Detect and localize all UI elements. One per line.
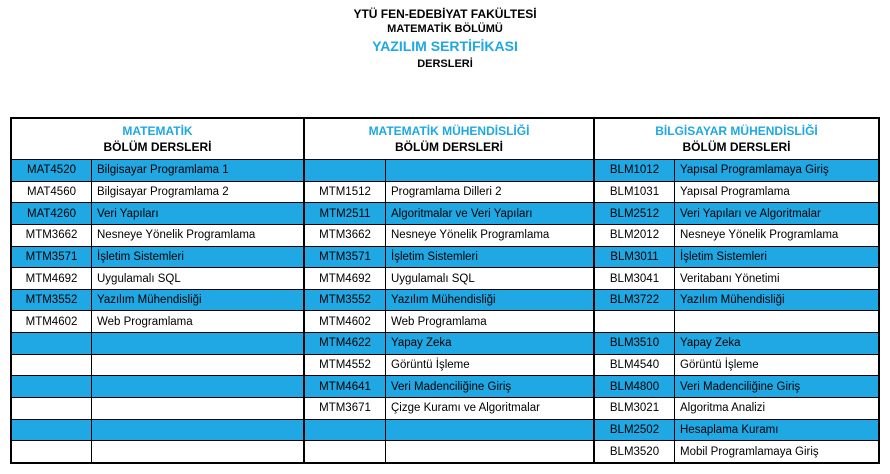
course-rows bbox=[595, 160, 878, 462]
course-title bbox=[386, 441, 593, 462]
course-title: Yapay Zeka bbox=[680, 337, 741, 350]
course-row bbox=[595, 375, 878, 397]
course-title: Çizge Kuramı ve Algoritmalar bbox=[391, 402, 540, 415]
course-row bbox=[305, 160, 593, 181]
department-name: MATEMATİK MÜHENDİSLİĞİ bbox=[368, 124, 530, 138]
department-subtitle: BÖLÜM DERSLERİ bbox=[395, 140, 503, 154]
department-subtitle: BÖLÜM DERSLERİ bbox=[103, 140, 212, 154]
course-code: BLM3041 bbox=[595, 268, 675, 289]
course-row bbox=[305, 440, 593, 462]
course-code bbox=[12, 398, 92, 419]
course-row bbox=[12, 224, 303, 246]
course-code: BLM2012 bbox=[595, 225, 675, 246]
course-row bbox=[12, 419, 303, 441]
course-code: BLM3722 bbox=[595, 290, 675, 311]
course-row bbox=[12, 332, 303, 354]
course-code: MTM4641 bbox=[305, 376, 386, 397]
course-row bbox=[305, 202, 593, 224]
course-code: BLM4540 bbox=[595, 355, 675, 376]
course-row bbox=[595, 310, 878, 332]
course-title: İşletim Sistemleri bbox=[680, 250, 767, 263]
course-title: Veri Yapıları ve Algoritmalar bbox=[680, 207, 821, 220]
course-row bbox=[595, 440, 878, 462]
course-row bbox=[305, 246, 593, 268]
course-title: Algoritma Analizi bbox=[680, 402, 766, 415]
course-code bbox=[12, 376, 92, 397]
course-code: BLM3011 bbox=[595, 247, 675, 268]
course-code: MTM3571 bbox=[305, 247, 386, 268]
department-header bbox=[305, 119, 593, 160]
course-title bbox=[92, 398, 303, 419]
course-row bbox=[305, 332, 593, 354]
course-title bbox=[386, 160, 593, 181]
course-row bbox=[305, 310, 593, 332]
course-code: BLM2502 bbox=[595, 420, 675, 441]
document-header bbox=[0, 6, 890, 72]
course-row bbox=[305, 397, 593, 419]
course-row bbox=[305, 224, 593, 246]
course-row bbox=[595, 419, 878, 441]
course-title: Yazılım Mühendisliği bbox=[391, 294, 496, 307]
course-title: Programlama Dilleri 2 bbox=[391, 185, 502, 198]
course-row bbox=[12, 375, 303, 397]
course-code: MTM2511 bbox=[305, 203, 386, 224]
course-title: Veri Madenciliğine Giriş bbox=[680, 380, 801, 393]
course-title: Bilgisayar Programlama 1 bbox=[97, 164, 229, 177]
course-title: İşletim Sistemleri bbox=[391, 250, 478, 263]
course-code: BLM3510 bbox=[595, 333, 675, 354]
department-subtitle: BÖLÜM DERSLERİ bbox=[682, 140, 791, 154]
course-row bbox=[595, 224, 878, 246]
course-title: Nesneye Yönelik Programlama bbox=[97, 229, 256, 242]
course-row bbox=[595, 397, 878, 419]
course-row bbox=[305, 267, 593, 289]
course-title bbox=[386, 420, 593, 441]
course-row bbox=[595, 354, 878, 376]
department-column-matematik-muhendisligi bbox=[303, 119, 593, 462]
course-code: MTM3571 bbox=[12, 247, 92, 268]
course-title bbox=[92, 333, 303, 354]
course-code: BLM1031 bbox=[595, 182, 675, 203]
department-name: BİLGİSAYAR MÜHENDİSLİĞİ bbox=[655, 124, 818, 138]
course-row bbox=[305, 354, 593, 376]
course-code bbox=[595, 311, 675, 332]
courses-title: DERSLERİ bbox=[417, 58, 473, 70]
course-title: Bilgisayar Programlama 2 bbox=[97, 185, 229, 198]
course-title: İşletim Sistemleri bbox=[97, 250, 184, 263]
course-code: MAT4560 bbox=[12, 182, 92, 203]
course-row bbox=[12, 354, 303, 376]
course-code: BLM3021 bbox=[595, 398, 675, 419]
course-title: Uygulamalı SQL bbox=[97, 272, 181, 285]
course-row bbox=[12, 289, 303, 311]
course-code bbox=[12, 420, 92, 441]
department-name: MATEMATİK bbox=[122, 124, 193, 138]
course-title: Algoritmalar ve Veri Yapıları bbox=[391, 207, 533, 220]
course-title: Görüntü İşleme bbox=[680, 359, 759, 372]
course-row bbox=[595, 289, 878, 311]
course-row bbox=[595, 267, 878, 289]
course-code: MTM1512 bbox=[305, 182, 386, 203]
course-row bbox=[12, 246, 303, 268]
course-row bbox=[12, 160, 303, 181]
courses-table bbox=[10, 117, 880, 464]
course-title: Yapay Zeka bbox=[391, 337, 452, 350]
department-title: MATEMATİK BÖLÜMÜ bbox=[387, 23, 503, 35]
course-code: MTM4552 bbox=[305, 355, 386, 376]
course-code: MTM3662 bbox=[305, 225, 386, 246]
course-row bbox=[12, 267, 303, 289]
course-code bbox=[12, 333, 92, 354]
course-code: BLM1012 bbox=[595, 160, 675, 181]
course-title: Görüntü İşleme bbox=[391, 359, 470, 372]
department-column-matematik bbox=[12, 119, 303, 462]
course-code bbox=[305, 160, 386, 181]
course-code: BLM2512 bbox=[595, 203, 675, 224]
course-code: MTM3552 bbox=[12, 290, 92, 311]
course-title: Yazılım Mühendisliği bbox=[97, 294, 202, 307]
course-row bbox=[595, 160, 878, 181]
course-title: Yapısal Programlama bbox=[680, 185, 790, 198]
course-code: MAT4260 bbox=[12, 203, 92, 224]
course-title: Veri Madenciliğine Giriş bbox=[391, 380, 512, 393]
course-code: MAT4520 bbox=[12, 160, 92, 181]
certificate-title: YAZILIM SERTİFİKASI bbox=[372, 38, 518, 54]
course-title: Yazılım Mühendisliği bbox=[680, 294, 785, 307]
course-code: MTM3552 bbox=[305, 290, 386, 311]
course-code: MTM4602 bbox=[305, 311, 386, 332]
course-row bbox=[12, 202, 303, 224]
course-row bbox=[595, 202, 878, 224]
course-code: MTM3671 bbox=[305, 398, 386, 419]
course-row bbox=[305, 289, 593, 311]
course-code bbox=[12, 441, 92, 462]
course-row bbox=[305, 181, 593, 203]
course-title: Nesneye Yönelik Programlama bbox=[680, 229, 839, 242]
department-header bbox=[595, 119, 878, 160]
course-code bbox=[305, 420, 386, 441]
course-title: Web Programlama bbox=[97, 315, 193, 328]
course-rows bbox=[12, 160, 303, 462]
course-title: Uygulamalı SQL bbox=[391, 272, 475, 285]
course-title: Veritabanı Yönetimi bbox=[680, 272, 780, 285]
course-code: MTM3662 bbox=[12, 225, 92, 246]
course-row bbox=[12, 310, 303, 332]
course-title bbox=[92, 355, 303, 376]
course-code bbox=[305, 441, 386, 462]
department-header bbox=[12, 119, 303, 160]
course-title: Veri Yapıları bbox=[97, 207, 159, 220]
course-title bbox=[92, 441, 303, 462]
course-title bbox=[92, 376, 303, 397]
course-row bbox=[305, 375, 593, 397]
course-row bbox=[12, 397, 303, 419]
course-row bbox=[595, 246, 878, 268]
course-title bbox=[675, 311, 878, 332]
course-row bbox=[12, 440, 303, 462]
course-title: Web Programlama bbox=[391, 315, 487, 328]
course-rows bbox=[305, 160, 593, 462]
course-title: Mobil Programlamaya Giriş bbox=[680, 445, 819, 458]
course-code: MTM4692 bbox=[305, 268, 386, 289]
course-row bbox=[595, 181, 878, 203]
course-row bbox=[305, 419, 593, 441]
course-code bbox=[12, 355, 92, 376]
course-code: MTM4622 bbox=[305, 333, 386, 354]
course-code: MTM4692 bbox=[12, 268, 92, 289]
course-title bbox=[92, 420, 303, 441]
course-code: BLM4800 bbox=[595, 376, 675, 397]
course-row bbox=[595, 332, 878, 354]
course-row bbox=[12, 181, 303, 203]
course-title: Hesaplama Kuramı bbox=[680, 424, 779, 436]
faculty-title: YTÜ FEN-EDEBİYAT FAKÜLTESİ bbox=[353, 7, 537, 21]
department-column-bilgisayar-muhendisligi bbox=[593, 119, 878, 462]
course-code: BLM3520 bbox=[595, 441, 675, 462]
course-title: Yapısal Programlamaya Giriş bbox=[680, 164, 829, 177]
course-title: Nesneye Yönelik Programlama bbox=[391, 229, 550, 242]
course-code: MTM4602 bbox=[12, 311, 92, 332]
